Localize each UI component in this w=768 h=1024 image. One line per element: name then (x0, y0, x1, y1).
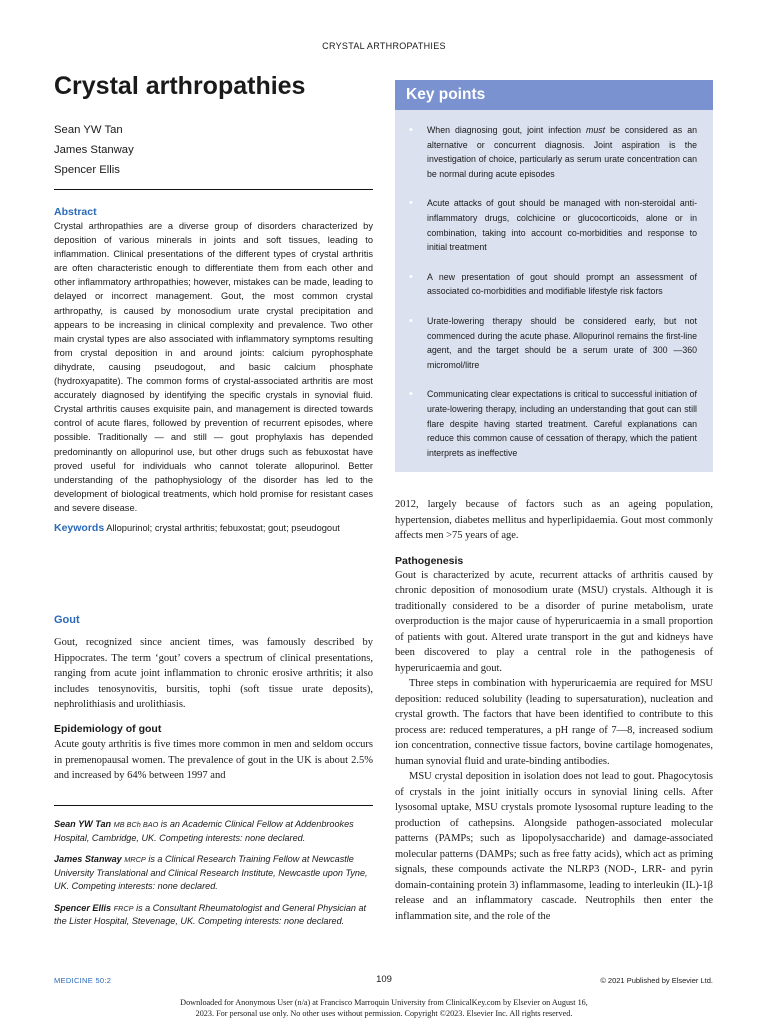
bio-text: is an Academic Clinical Fellow at Addenbrookes Hospital, Cambridge, UK. Competing interests: none declared. (54, 819, 354, 843)
key-point-item: • When diagnosing gout, joint infection must be considered as an alternative or concurrent diagnosis. Joint aspiration is the investigation of choice, particularly as serum urate concentration can be normal during acute episodes (409, 124, 697, 179)
bullet-icon: • (409, 270, 413, 283)
bullet-icon: • (409, 197, 413, 210)
keywords-label: Keywords (54, 521, 105, 534)
keywords (54, 521, 373, 535)
key-points-list (395, 110, 713, 460)
author-list (54, 120, 134, 180)
author-name: James Stanway (54, 144, 134, 156)
bullet-icon: • (409, 314, 413, 327)
author-bio (54, 902, 373, 928)
author-bio (54, 853, 373, 892)
download-notice-line: 2023. For personal use only. No other uses without permission. Copyright ©2023. Elsevier Inc. All rights reserved. (195, 1009, 573, 1018)
bullet-icon: • (409, 124, 413, 136)
key-points-box (395, 80, 713, 472)
abstract-heading: Abstract (54, 206, 97, 218)
abstract-body: Crystal arthropathies are a diverse group of disorders characterized by deposition of various minerals in joints and soft tissues, leading to inflammation. Clinical presentations of the different types of crystal arthritis are often characteristic enough to differentiate them from each other and other inflammatory arthropathies; however, mistakes can be made, leading to delayed or incorrect management. Gout, the most common crystal arthropathy, is caused by monosodium urate crystal precipitation and appears to be increasing in clinical complexity and prevalence. Two other main crystal types are also associated with inflammatory symptoms resulting from crystal deposition in and around joints: calcium pyrophosphate dihydrate, causing pseudogout, and basic calcium phosphate (hydroxyapatite). The common forms of crystal-associated arthritis are most accurately diagnosed by identifying the specific crystals in synovial fluid. Crystal arthritis causes exquisite pain, and management is directed towards control of acute flares, followed by prevention of recurrent episodes, where possible. Traditionally — and still — gout prophylaxis has depended predominantly on allopurinol use, but other drugs such as febuxostat have proved useful for individuals who cannot tolerate allopurinol. Better understanding of the pathophysiology of the disorder has led to the development of biological treatments, which hold promise for resistant cases and severe disease. (54, 221, 373, 513)
key-point-item: • Communicating clear expectations is critical to successful initiation of urate-lowering therapy, including an understanding that gout can still flare despite having started treatment. Careful explanations can reduce this common cause of cessation of therapy, which the patient interprets as ineffective (409, 388, 697, 458)
pathogenesis-paragraph: Three steps in combination with hyperuricaemia are required for MSU deposition: reduced solubility (leading to supersaturation), nucleation and crystal growth. The factors that have been identified to contribute to this process are: reduced temperatures, a pH range of 7—8, increased sodium ion concentration, connective tissue factors, bovine cartilage homogenates, human synovial fluid and urate-binding antibodies. (395, 678, 713, 767)
divider (54, 805, 373, 806)
running-head: CRYSTAL ARTHROPATHIES (322, 41, 446, 51)
footer-copyright: © 2021 Published by Elsevier Ltd. (600, 976, 713, 985)
bio-name: Sean YW Tan (54, 819, 112, 829)
bio-text: is a Consultant Rheumatologist and General Physician at the Lister Hospital, Stevenage, UK. Competing interests: none declared. (54, 902, 367, 927)
key-point-item: • Urate-lowering therapy should be considered early, but not commenced during the acute phase. Allopurinol remains the first-line agent, and the target should be a serum urate of 300 —360 micromol/litre (409, 314, 697, 370)
author-bios (54, 818, 373, 937)
divider (54, 189, 373, 190)
bio-text: is a Clinical Research Training Fellow at Newcastle University Translational and Clinical Research Institute, Newcastle upon Tyne, UK. Competing interests: none declared. (54, 854, 368, 891)
author-name: Sean YW Tan (54, 124, 123, 136)
bio-name: James Stanway (54, 854, 122, 865)
key-points-heading: Key points (395, 80, 713, 110)
pathogenesis-paragraph: MSU crystal deposition in isolation does not lead to gout. Phagocytosis of crystals in the joint initially occurs in synovial lining cells. After lysosomal uptake, MSU crystals promote lysosomal rupture leading to the production of cathepsins. Alongside pathogen-associated molecular patterns (PAMPs; such as lipopolysaccharide) and damage-associated molecular patterns (DAMPs; such as free fatty acids), which act as priming signals, these compounds activate the NLRP3 (NOD-, LRR- and pyrin domain-containing protein 3) inflammasome, leading to interleukin (IL)-1β release and an inflammatory cascade. Neutrophils then enter the inflammation site, and the role of the (395, 771, 713, 922)
bio-credentials: FRCP (113, 903, 134, 913)
gout-intro-paragraph: Gout, recognized since ancient times, was famously described by Hippocrates. The term ‘gout’ covers a spectrum of clinical presentations, ranging from acute joint inflammation to chronic erosive arthritis; it also includes tenosynovitis, bursitis, tophi (soft tissue urate deposits), nephrolithiasis and urolithiasis. (54, 637, 373, 710)
article-title: Crystal arthropathies (54, 72, 306, 100)
author-name: Spencer Ellis (54, 164, 120, 176)
page-number: 109 (376, 974, 392, 985)
keywords-text: Allopurinol; crystal arthritis; febuxostat; gout; pseudogout (106, 522, 340, 533)
key-point-item: • A new presentation of gout should prompt an assessment of associated co-morbidities and modifiable lifestyle risk factors (409, 270, 697, 297)
pathogenesis-paragraph: Gout is characterized by acute, recurrent attacks of arthritis caused by chronic deposition of monosodium urate (MSU) crystals. Although it is traditionally considered to be a disorder of purine metabolism, urate overproduction is the major cause of hyperuricaemia in a small proportion of patients with gout. Altered urate transport in the gut and kidneys have been discovered to play a central role in the pathogenesis of hyperuricaemia and gout. (395, 569, 713, 674)
subsection-heading-pathogenesis: Pathogenesis (395, 554, 464, 567)
bullet-icon: • (409, 388, 413, 401)
bio-credentials: MB BCh BAO (113, 820, 159, 829)
footer-journal: MEDICINE 50:2 (54, 976, 112, 985)
download-notice (0, 997, 768, 1019)
right-column-text (395, 497, 713, 924)
epidemiology-continued: 2012, largely because of factors such as an ageing population, hypertension, diabetes mellitus and hyperlipidaemia. Gout most commonly affects men >75 years of age. (395, 499, 713, 541)
bio-name: Spencer Ellis (54, 902, 112, 913)
author-bio (54, 818, 373, 844)
abstract-section (54, 205, 373, 535)
key-point-item: • Acute attacks of gout should be managed with non-steroidal anti-inflammatory drugs, colchicine or glucocorticoids, alone or in combination, taking into account co-morbidities and response to initial treatment (409, 197, 697, 253)
subsection-heading-epidemiology: Epidemiology of gout (54, 723, 162, 735)
epidemiology-paragraph: Acute gouty arthritis is five times more common in men and seldom occurs in premenopausal women. The prevalence of gout in the UK is about 2.5% and increased by 64% between 1997 and (54, 739, 373, 781)
download-notice-line: Downloaded for Anonymous User (n/a) at Francisco Marroquin University from ClinicalKey.com by Elsevier on August 16, (180, 998, 588, 1007)
bio-credentials: MRCP (124, 855, 146, 865)
section-heading-gout: Gout (54, 614, 80, 626)
